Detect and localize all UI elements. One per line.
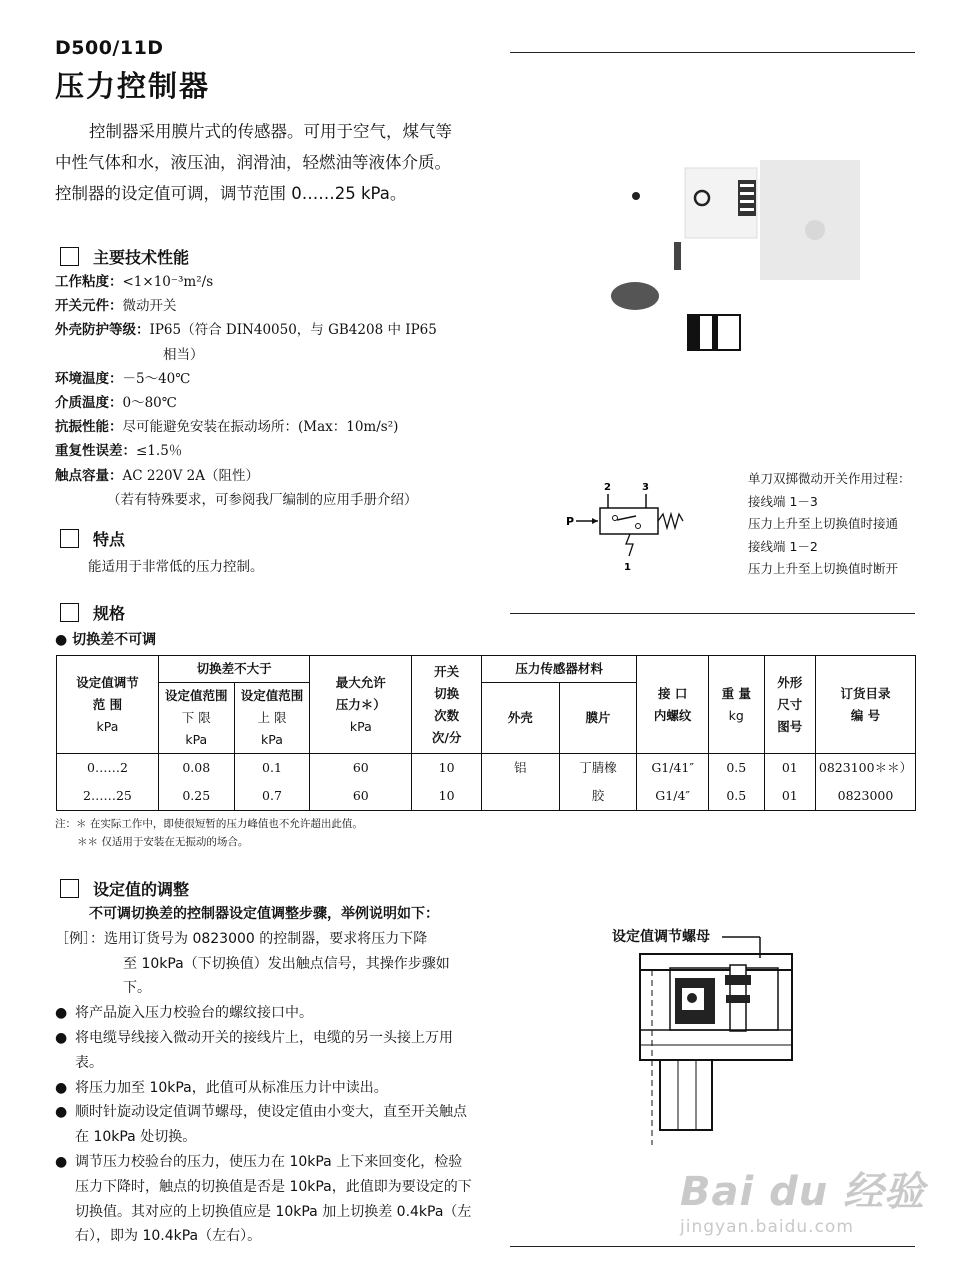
schematic-line: 压力上升至上切换值时断开 [748, 561, 899, 576]
cell: G1/4″ [637, 782, 709, 811]
watermark [680, 1160, 925, 1237]
intro-paragraph: 控制器采用膜片式的传感器。可用于空气，煤气等中性气体和水，液压油，润滑油，轻燃油等液体介质。控制器的设定值可调，调节范围 0……25 kPa。 [55, 122, 452, 203]
cell: 胶 [559, 782, 637, 811]
th-text: 重 量 [721, 685, 751, 701]
cell: 0.08 [158, 754, 234, 783]
spec-row [55, 415, 475, 439]
th-order [816, 656, 916, 754]
cell: 2……25 [57, 782, 159, 811]
th-port [637, 656, 709, 754]
contact-note: （若有特殊要求，可参阅我厂编制的应用手册介绍） [107, 491, 418, 508]
page-title: 压力控制器 [55, 69, 211, 103]
schematic-label-2: 2 [604, 482, 611, 493]
cell: 0……2 [57, 754, 159, 783]
th-switch [412, 656, 482, 754]
schematic-label-p: P [566, 515, 575, 528]
schematic-line: 接线端 1－3 [748, 493, 818, 509]
th-text: kPa [261, 732, 283, 747]
bullet-icon: ● [55, 1079, 68, 1096]
switch-schematic [560, 478, 695, 573]
th-text: 设定值调节 [76, 674, 139, 690]
th-text: 范 围 [92, 696, 123, 712]
spec-value: 微动开关 [122, 298, 177, 315]
features-heading-text: 特点 [93, 530, 126, 549]
features-heading [60, 527, 125, 550]
th-text: 切换 [434, 685, 460, 701]
th-text: 下 限 [181, 710, 211, 725]
spec-label: 工作粘度： [55, 274, 123, 290]
table-row [57, 782, 916, 811]
th-diff-low [158, 683, 234, 754]
spec-label: 环境温度： [55, 370, 123, 387]
cell: 0.1 [234, 754, 310, 783]
spec-value: <1×10⁻³m²/s [122, 274, 214, 290]
th-text: 接 口 [658, 685, 688, 701]
top-rule [510, 52, 915, 53]
th-diff-group: 切换差不大于 [158, 656, 309, 683]
spec-row [55, 464, 475, 488]
product-photo [590, 120, 880, 360]
schematic-line: 单刀双掷微动开关作用过程： [748, 471, 911, 486]
spec-value: －5～40℃ [122, 370, 191, 387]
th-text: 上 限 [257, 710, 287, 725]
spec-value-cont: 相当） [163, 346, 204, 363]
features-text: 能适用于非常低的压力控制。 [88, 559, 264, 575]
cell: 0823000 [816, 782, 916, 811]
spec-row [55, 439, 475, 463]
section-checkbox-icon [60, 529, 79, 548]
th-text: kPa [185, 732, 208, 747]
cell: G1/41″ [637, 754, 709, 783]
th-text: 设定值范围 [240, 688, 304, 703]
step-text: 顺时针旋动设定值调节螺母，使设定值由小变大，直至开关触点在 10kPa 处切换。 [75, 1104, 467, 1146]
spec-row [55, 270, 475, 294]
bullet-icon: ● [55, 1153, 68, 1170]
cell: 0.7 [234, 782, 310, 811]
schematic-line: 压力上升至上切换值时接通 [748, 516, 899, 531]
adjust-intro: 不可调切换差的控制器设定值调整步骤，举例说明如下： [89, 906, 439, 922]
spec-heading-text: 规格 [93, 604, 126, 623]
watermark-brand: Bai du 经验 [680, 1169, 926, 1215]
spec-value: AC 220V 2A（阻性） [122, 467, 260, 484]
schematic-label-3: 3 [642, 482, 649, 493]
section-checkbox-icon [60, 247, 79, 266]
cell: 01 [764, 754, 815, 783]
th-text: 外形 [777, 674, 803, 690]
model-number: D500/11D [55, 37, 164, 59]
th-text: 设定值范围 [165, 688, 228, 703]
th-material-group: 压力传感器材料 [481, 656, 636, 683]
section-checkbox-icon [60, 879, 79, 898]
cell: 0823100＊＊） [816, 754, 916, 783]
spec-row [55, 294, 475, 318]
spec-label: 触点容量： [55, 467, 123, 484]
cell: 丁腈橡 [559, 754, 637, 783]
note-line: ＊＊ 仅适用于安装在无振动的场合。 [77, 836, 249, 848]
spec-label: 外壳防护等级： [55, 322, 150, 339]
cell [481, 782, 559, 811]
list-item [55, 1150, 475, 1249]
list-item [55, 1001, 475, 1026]
th-text: 内螺纹 [653, 707, 692, 723]
cell: 0.5 [709, 782, 765, 811]
adjust-heading-text: 设定值的调整 [93, 880, 190, 899]
watermark-url: jingyan.baidu.com [680, 1217, 854, 1237]
spec-value: IP65（符合 DIN40050，与 GB4208 中 IP65 [149, 322, 437, 339]
th-diff-high [234, 683, 310, 754]
tech-heading-text: 主要技术性能 [93, 248, 190, 267]
spec-row [55, 318, 475, 342]
th-weight [709, 656, 765, 754]
th-text: 次/分 [431, 729, 462, 745]
cell: 铝 [481, 754, 559, 783]
step-text: 将电缆导线接入微动开关的接线片上，电缆的另一头接上万用表。 [75, 1029, 453, 1071]
schematic-description [748, 468, 911, 581]
adjust-example: ［例］：选用订货号为 0823000 的控制器，要求将压力下降 [55, 930, 428, 947]
th-max-pressure [310, 656, 412, 754]
spec-value: 尽可能避免安装在振动场所：(Max：10m/s²) [122, 419, 399, 436]
section-checkbox-icon [60, 603, 79, 622]
th-text: 图号 [777, 718, 803, 734]
list-item [55, 1076, 475, 1101]
spec-value: 0～80℃ [122, 395, 177, 412]
spec-table [56, 655, 916, 811]
table-row [57, 754, 916, 783]
cell: 10 [412, 754, 482, 783]
cell: 0.25 [158, 782, 234, 811]
step-text: 将产品旋入压力校验台的螺纹接口中。 [75, 1005, 313, 1022]
th-text: 订货目录 [840, 685, 891, 701]
spec-row [55, 391, 475, 415]
bullet-icon: ● [55, 1104, 68, 1121]
th-housing: 外壳 [481, 683, 559, 754]
list-item [55, 1026, 475, 1076]
th-text: 次数 [434, 707, 460, 723]
spec-bullet: ● 切换差不可调 [55, 632, 157, 648]
spec-row [55, 367, 475, 391]
schematic-line: 接线端 1－2 [748, 538, 818, 554]
cell: 60 [310, 754, 412, 783]
spec-label: 抗振性能： [55, 419, 123, 436]
step-text: 调节压力校验台的压力，使压力在 10kPa 上下来回变化，检验压力下降时，触点的切换值是否是 10kPa，此值即为要设定的下切换值。其对应的上切换值应是 10kPa 加上切换差 0.4kPa（左右），即为 10.4kPa（左右）。 [75, 1153, 472, 1245]
list-item [55, 1100, 475, 1150]
th-diaphragm: 膜片 [559, 683, 637, 754]
th-text: 最大允许 [335, 674, 386, 690]
tech-specs-list [55, 270, 475, 512]
cross-section-drawing [620, 930, 800, 1175]
th-range [57, 656, 159, 754]
note-line: 注：＊ 在实际工作中，即使很短暂的压力峰值也不允许超出此值。 [55, 818, 363, 830]
th-text: kPa [349, 718, 372, 734]
step-text: 将压力加至 10kPa，此值可从标准压力计中读出。 [75, 1079, 388, 1096]
th-text: 压力＊） [335, 696, 386, 712]
adjust-heading [60, 877, 189, 900]
figure-caption: 设定值调节螺母 [612, 929, 710, 945]
bullet-icon: ● [55, 1005, 68, 1022]
tech-heading [60, 245, 189, 268]
schematic-label-1: 1 [624, 562, 631, 573]
spec-value: ≤1.5％ [136, 443, 183, 460]
cell: 60 [310, 782, 412, 811]
spec-label: 介质温度： [55, 395, 123, 412]
th-text: 编 号 [850, 707, 881, 723]
bullet-icon: ● [55, 1029, 68, 1046]
adjust-text [55, 902, 475, 1249]
adjust-example-cont: 至 10kPa（下切换值）发出触点信号，其操作步骤如下。 [123, 955, 450, 997]
divider-rule [510, 1246, 915, 1247]
divider-rule [510, 613, 915, 614]
th-text: kg [728, 707, 744, 723]
cell: 0.5 [709, 754, 765, 783]
cell: 10 [412, 782, 482, 811]
th-text: kPa [96, 718, 119, 734]
spec-label: 开关元件： [55, 298, 123, 315]
th-text: 开关 [434, 663, 460, 679]
th-text: 尺寸 [777, 696, 803, 712]
table-notes [55, 815, 363, 851]
cell: 01 [764, 782, 815, 811]
th-shape [764, 656, 815, 754]
spec-heading [60, 601, 125, 624]
spec-label: 重复性误差： [55, 443, 136, 460]
